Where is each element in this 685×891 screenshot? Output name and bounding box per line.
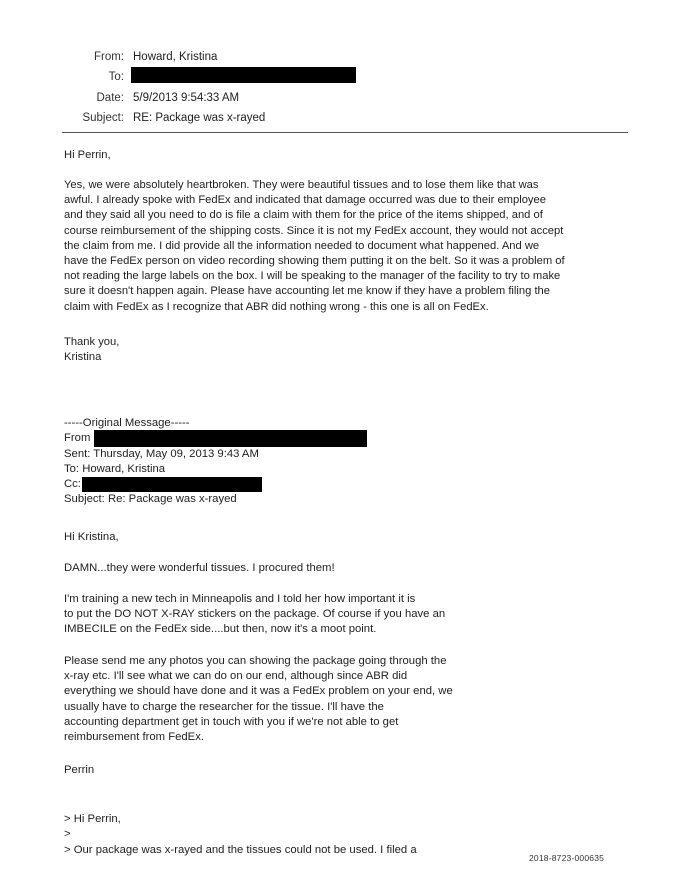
reply-line: everything we should have done and it was a FedEx problem on your end, we: [64, 685, 453, 698]
reply-line: usually have to charge the researcher for the tissue. I'll have the: [64, 700, 384, 713]
reply-line: accounting department get in touch with you if we're not able to get: [64, 715, 399, 728]
reply-paragraph-1: DAMN...they were wonderful tissues. I procured them!: [64, 562, 335, 574]
body-line: the claim from me. I did provide all the information needed to document what happened. And we: [64, 239, 540, 252]
body-line: Yes, we were absolutely heartbroken. They were beautiful tissues and to lose them like that was: [64, 179, 539, 191]
reply-line: Please send me any photos you can showing the package going through the: [64, 655, 447, 667]
subject-value: RE: Package was x-rayed: [133, 112, 266, 124]
quoted-line: > Hi Perrin,: [64, 813, 121, 825]
original-to: To: Howard, Kristina: [64, 462, 166, 475]
quoted-line: >: [64, 828, 71, 841]
quoted-text: [64, 812, 417, 858]
bates-number: 2018-8723-000635: [529, 853, 605, 863]
message-closing: Thank you,: [64, 336, 120, 348]
subject-label: Subject:: [82, 112, 124, 124]
reply-signature: Perrin: [64, 764, 95, 776]
original-subject: Subject: Re: Package was x-rayed: [64, 493, 237, 506]
message-body: [64, 178, 624, 315]
header-divider: [62, 132, 628, 133]
reply-line: x-ray etc. I'll see what we can do on our end, although since ABR did: [64, 670, 408, 683]
original-sent: Sent: Thursday, May 09, 2013 9:43 AM: [64, 447, 259, 460]
body-line: have the FedEx person on video recording showing them putting it on the belt. So it was a problem of: [64, 255, 565, 268]
redaction-to: [131, 67, 356, 83]
date-label: Date:: [96, 92, 124, 104]
reply-line: IMBECILE on the FedEx side....but then, now it's a moot point.: [64, 623, 377, 636]
reply-line: reimbursement from FedEx.: [64, 731, 204, 744]
message-signature: Kristina: [64, 351, 102, 363]
message-greeting: Hi Perrin,: [64, 149, 111, 161]
original-separator: -----Original Message-----: [64, 417, 190, 429]
original-cc-label: Cc:: [64, 478, 81, 491]
from-value: Howard, Kristina: [133, 51, 218, 63]
body-line: and they said all you need to do is file a claim with them for the price of the items shipped, and of: [64, 209, 543, 222]
reply-paragraph-3: [64, 654, 504, 745]
to-label: To:: [108, 71, 124, 83]
original-from-label: From: [64, 432, 91, 445]
reply-paragraph-2: [64, 592, 504, 638]
body-line: course reimbursement of the shipping costs. Since it is not my FedEx account, they would not accept: [64, 224, 564, 237]
reply-greeting: Hi Kristina,: [64, 531, 119, 543]
redaction-original-cc: [82, 477, 262, 492]
body-line: sure it doesn't happen again. Please have accounting let me know if they have a problem filing the: [64, 285, 550, 298]
body-line: not reading the large labels on the box. I will be speaking to the manager of the facility to try to make: [64, 270, 561, 283]
date-value: 5/9/2013 9:54:33 AM: [133, 92, 240, 104]
from-label: From:: [93, 51, 124, 63]
body-line: claim with FedEx as I recognize that ABR did nothing wrong - this one is all on FedEx.: [64, 300, 489, 313]
redaction-original-from: [94, 430, 367, 447]
reply-line: to put the DO NOT X-RAY stickers on the package. Of course if you have an: [64, 608, 446, 621]
reply-line: I'm training a new tech in Minneapolis and I told her how important it is: [64, 593, 416, 605]
quoted-line: > Our package was x-rayed and the tissues could not be used. I filed a: [64, 843, 417, 856]
body-line: awful. I already spoke with FedEx and indicated that damage occurred was due to their employee: [64, 194, 546, 207]
